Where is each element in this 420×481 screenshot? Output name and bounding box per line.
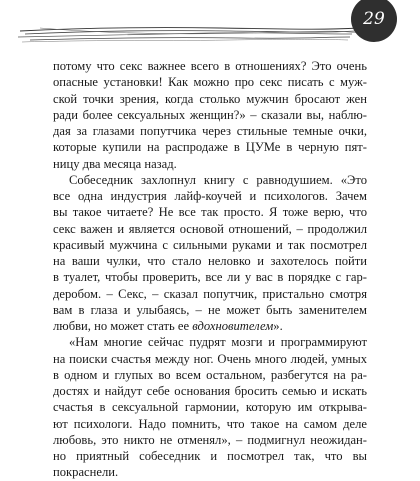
emphasized-word: вдохновителем xyxy=(192,319,274,333)
text-line: которые купили на распродаже в ЦУМе в черную пят- xyxy=(53,140,367,155)
page-number: 29 xyxy=(363,9,385,29)
text-line: вам в глаза и улыбаясь, – не может быть заменителем xyxy=(53,302,367,317)
text-line: в туалет, чтобы проверить, все ли у вас в порядке с гар- xyxy=(53,270,367,285)
text-line: покраснели. xyxy=(53,465,119,480)
text-line: на поиски счастья между ног. Очень много людей, умных xyxy=(53,351,367,366)
text-line: в одном и глупых во всем остальном, разбегутся на ра- xyxy=(53,367,367,382)
text-line: красивый мужчина с сильными руками и так посмотрел xyxy=(53,237,367,252)
text-line: секс важен и является основой отношений, – продолжил xyxy=(53,221,367,236)
text-line: счастья в сексуальной гармонии, которую им открыва- xyxy=(53,400,367,415)
text-line: опасные установки! Как можно про секс писать с муж- xyxy=(53,75,367,90)
text-line: Собеседник захлопнул книгу с равнодушием. «Это xyxy=(69,172,367,187)
text-line-start: любви, но может стать ее xyxy=(53,319,193,333)
text-line: достях и найдут себе основания бросить семью и искать xyxy=(53,384,367,398)
text-line: дая за глазами попутчика через стильные темные очки, xyxy=(53,124,367,138)
text-line: ют психологи. Надо помнить, что такое на самом деле xyxy=(53,416,367,431)
text-line xyxy=(53,318,367,334)
text-line: но приятный собеседник и посмотрел так, что вы xyxy=(53,449,367,463)
text-line: на ваши чулки, что стало неловко и захотелось пойти xyxy=(53,254,367,268)
text-line: вы такое читаете? Не все так просто. Я тоже верю, что xyxy=(53,205,367,220)
text-line: все одна индустрия лайф-коучей и психологов. Зачем xyxy=(53,189,367,203)
text-line: ради более сексуальных женщин?» – сказали вы, наблю- xyxy=(53,107,367,122)
text-line: ской точки зрения, когда столько мужчин бросают жен xyxy=(53,91,367,106)
text-line: «Нам многие сейчас пудрят мозги и программируют xyxy=(69,335,367,350)
body-text xyxy=(53,58,367,481)
text-line-end: ». xyxy=(273,319,283,333)
text-line: любовь, это никто не отменял», – подмигнул неожидан- xyxy=(53,432,367,447)
text-line: потому что секс важнее всего в отношениях? Это очень xyxy=(53,59,367,73)
text-line: деробом. – Секс, – сказал попутчик, пристально смотря xyxy=(53,286,367,301)
text-line: ницу два месяца назад. xyxy=(53,156,177,171)
